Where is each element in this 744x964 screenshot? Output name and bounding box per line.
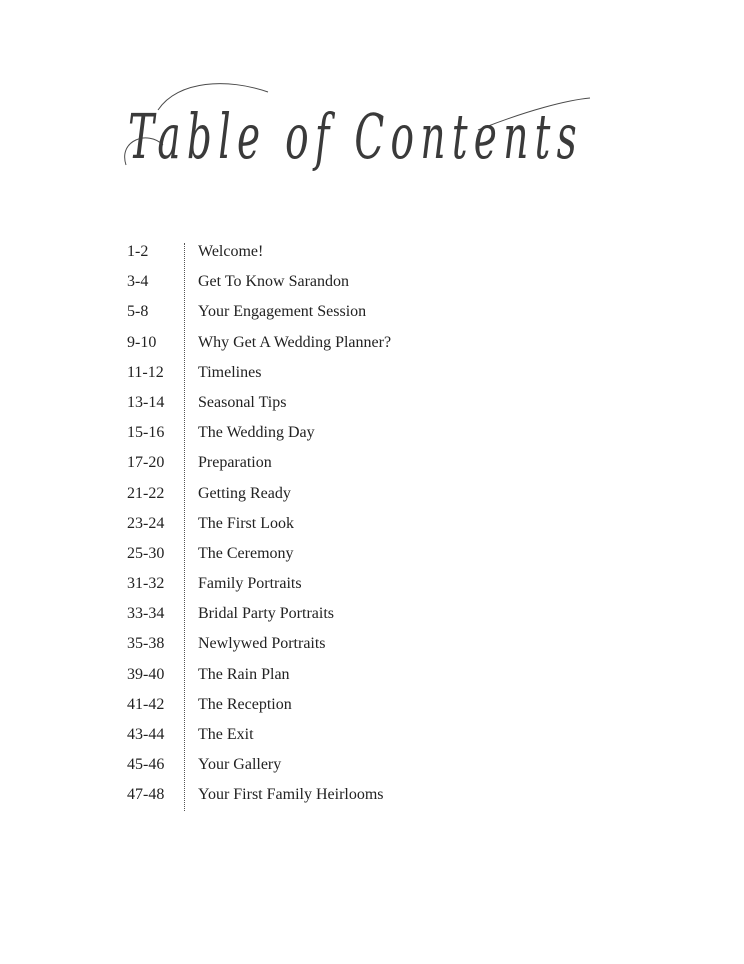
toc-page-range: 1-2 — [127, 243, 149, 260]
toc-entry-title: Your Engagement Session — [198, 303, 367, 321]
toc-page-range: 9-10 — [127, 333, 157, 351]
toc-entry-title: Getting Ready — [198, 484, 291, 502]
toc-page-range: 23-24 — [127, 514, 165, 532]
toc-page-range: 17-20 — [127, 454, 165, 472]
toc-page-range: 25-30 — [127, 544, 165, 562]
toc-entry-title: The Ceremony — [198, 544, 294, 562]
toc-entry-title: The Reception — [198, 695, 292, 713]
toc-entry — [127, 358, 547, 388]
toc-entry — [127, 690, 547, 720]
toc-entry — [127, 267, 547, 297]
toc-page-range: 13-14 — [127, 393, 165, 411]
toc-entry-title: Your First Family Heirlooms — [198, 786, 384, 804]
toc-page-range: 21-22 — [127, 484, 165, 502]
toc-page-range: 35-38 — [127, 635, 165, 653]
toc-entry — [127, 599, 547, 629]
toc-entry-title: Timelines — [198, 363, 262, 381]
toc-entry-title: Your Gallery — [198, 756, 282, 774]
toc-entry — [127, 660, 547, 690]
toc-entry — [127, 448, 547, 478]
toc-page-range: 11-12 — [127, 363, 164, 381]
page-title — [118, 70, 598, 195]
toc-entry-title: Why Get A Wedding Planner? — [198, 333, 392, 351]
toc-entry — [127, 418, 547, 448]
toc-list — [127, 237, 547, 811]
toc-page-range: 3-4 — [127, 273, 149, 291]
toc-entry-title: Bridal Party Portraits — [198, 605, 334, 623]
toc-entry — [127, 750, 547, 780]
toc-entry-title: Seasonal Tips — [198, 393, 287, 411]
title-text: Table of Contents — [128, 100, 583, 173]
toc-entry-title: The Wedding Day — [198, 424, 315, 442]
toc-entry — [127, 569, 547, 599]
script-title-graphic — [118, 70, 598, 195]
toc-page-range: 43-44 — [127, 726, 165, 743]
toc-entry — [127, 720, 547, 750]
toc-page-range: 41-42 — [127, 695, 165, 713]
toc-entry — [127, 388, 547, 418]
toc-page-range: 31-32 — [127, 575, 165, 593]
toc-entry-title: Newlywed Portraits — [198, 635, 326, 653]
toc-entry — [127, 629, 547, 659]
toc-entry-title: The First Look — [198, 514, 294, 532]
toc-entry — [127, 780, 547, 810]
toc-page-range: 39-40 — [127, 665, 165, 683]
toc-entry-title: Get To Know Sarandon — [198, 273, 350, 291]
toc-page-range: 47-48 — [127, 786, 165, 804]
toc-entry — [127, 297, 547, 327]
toc-page-range: 15-16 — [127, 424, 165, 442]
toc-page-range: 33-34 — [127, 605, 165, 623]
table-of-contents — [127, 237, 547, 811]
toc-page-range: 45-46 — [127, 756, 165, 774]
dotted-divider — [184, 243, 185, 811]
toc-entry — [127, 479, 547, 509]
toc-page-range: 5-8 — [127, 303, 149, 321]
toc-entry — [127, 328, 547, 358]
toc-entry-title: The Rain Plan — [198, 665, 290, 683]
toc-entry — [127, 539, 547, 569]
toc-entry-title: Preparation — [198, 454, 272, 472]
toc-entry-title: The Exit — [198, 726, 254, 743]
toc-entry — [127, 237, 547, 267]
toc-entry — [127, 509, 547, 539]
toc-entry-title: Welcome! — [198, 243, 264, 260]
toc-entry-title: Family Portraits — [198, 575, 302, 593]
